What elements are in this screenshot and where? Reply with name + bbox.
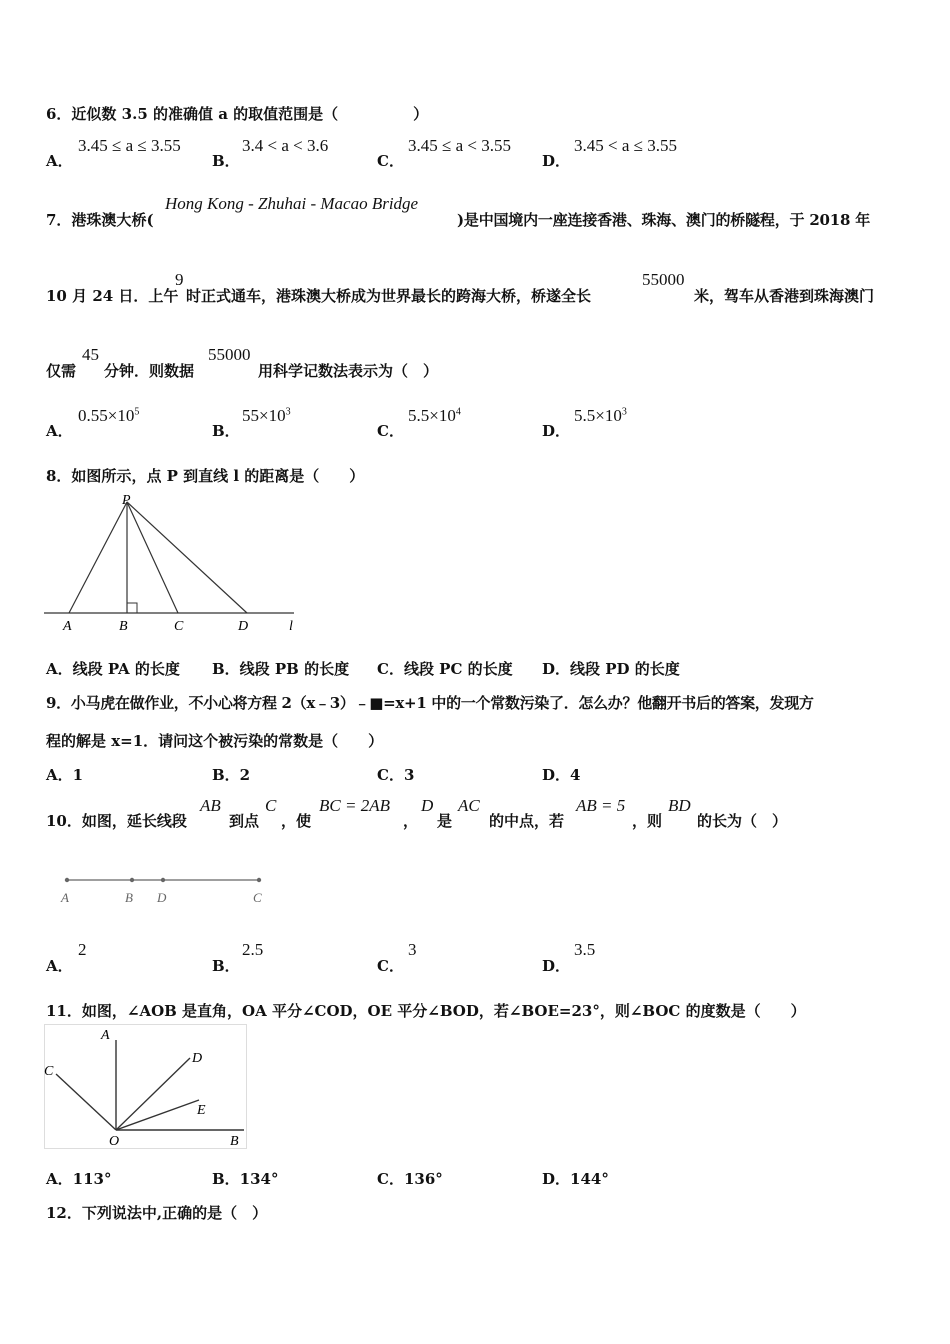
q10-option-a-label: A．: [46, 957, 73, 975]
q10-math-ab-5: AB = 5: [576, 796, 626, 815]
q6-option-b-math: 3.4 < a < 3.6: [242, 136, 329, 155]
q11-stem: 11．如图，∠AOB 是直角，OA 平分∠COD，OE 平分∠BOD，若∠BOE=23°，则∠BOC 的度数是（ ）: [46, 1002, 806, 1020]
q11-ray-od: [116, 1058, 190, 1130]
q9-option-c: C．3: [377, 766, 415, 784]
q11-figure: [44, 1024, 248, 1154]
q7-option-a-math: $0.55\times 10^5$: [78, 406, 140, 425]
q7-option-c-math: $5.5\times 10^4$: [408, 406, 461, 425]
q8-figure: [44, 490, 300, 639]
q7-line2-b: 时正式通车，港珠澳大桥成为世界最长的跨海大桥，桥遂全长: [186, 287, 592, 305]
q7-line3-a: 仅需: [46, 362, 77, 380]
q11-label-a: A: [101, 1028, 110, 1043]
q10-text-8: 的长为（ ）: [697, 812, 788, 830]
q6-option-b-label: B．: [212, 152, 240, 170]
q10-option-d-value: 3.5: [574, 940, 596, 959]
q11-label-e: E: [197, 1103, 206, 1118]
q10-math-ab: AB: [200, 796, 221, 815]
q8-label-c: C: [174, 619, 184, 634]
q7-number: 55000: [208, 345, 251, 364]
q10-label-a: A: [61, 890, 69, 905]
q7-option-c-label: C．: [377, 422, 404, 440]
q6-option-a-label: A．: [46, 152, 73, 170]
q10-option-d-label: D．: [542, 957, 571, 975]
q11-label-c: C: [44, 1064, 54, 1079]
q8-option-c: C．线段 PC 的长度: [377, 660, 513, 678]
q9-option-a: A．1: [46, 766, 84, 784]
q8-label-a: A: [63, 619, 72, 634]
q10-point-b: [130, 878, 134, 882]
q8-stem: 8．如图所示，点 P 到直线 l 的距离是（ ）: [46, 467, 365, 485]
q10-text-3: ，使: [281, 812, 312, 830]
q11-option-c: C．136°: [377, 1170, 443, 1188]
q7-option-b-label: B．: [212, 422, 240, 440]
q10-math-c: C: [265, 796, 277, 815]
q11-option-d: D．144°: [542, 1170, 609, 1188]
q10-option-a-value: 2: [78, 940, 87, 959]
q8-segment-pd: [127, 502, 247, 613]
q6-option-d-label: D．: [542, 152, 571, 170]
q8-label-b: B: [119, 619, 128, 634]
q12-stem: 12．下列说法中,正确的是（ ）: [46, 1204, 268, 1222]
q10-label-b: B: [125, 890, 133, 905]
q10-text-6: 的中点，若: [489, 812, 565, 830]
q10-option-c-label: C．: [377, 957, 404, 975]
q10-math-d: D: [421, 796, 434, 815]
q10-point-d: [161, 878, 165, 882]
q10-math-ac: AC: [458, 796, 480, 815]
q6-option-c-label: C．: [377, 152, 404, 170]
q7-option-d-label: D．: [542, 422, 571, 440]
q6-option-c-math: 3.45 ≤ a < 3.55: [408, 136, 511, 155]
q9-line1: 9．小马虎在做作业，不小心将方程 2（x﹣3）﹣■=x+1 中的一个常数污染了．怎么办？他翻开书后的答案，发现方: [46, 694, 814, 712]
q8-segment-pa: [69, 502, 127, 613]
q11-option-b: B．134°: [212, 1170, 279, 1188]
q8-segment-pc: [127, 502, 178, 613]
q10-point-a: [65, 878, 69, 882]
q10-label-c: C: [253, 890, 262, 905]
q10-math-bc-2ab: BC = 2AB: [319, 796, 390, 815]
q7-hour: 9: [175, 270, 184, 289]
q11-ray-oc: [56, 1074, 116, 1130]
q6-option-a-math: 3.45 ≤ a ≤ 3.55: [78, 136, 181, 155]
q10-text-4: ，: [403, 812, 419, 830]
q10-label-d: D: [157, 890, 167, 905]
q7-line2-a: 10 月 24 日．上午: [46, 287, 179, 305]
q8-label-l: l: [289, 619, 293, 634]
q10-option-b-value: 2.5: [242, 940, 264, 959]
q6-stem: 6．近似数 3.5 的准确值 a 的取值范围是（ ）: [46, 105, 429, 123]
q10-text-1: 10．如图，延长线段: [46, 812, 187, 830]
q10-text-2: 到点: [229, 812, 260, 830]
q8-right-angle-mark: [127, 603, 137, 613]
q9-option-b: B．2: [212, 766, 251, 784]
q7-line3-b: 分钟．则数据: [104, 362, 195, 380]
q7-length: 55000: [642, 270, 685, 289]
q10-point-c: [257, 878, 261, 882]
q6-option-d-math: 3.45 < a ≤ 3.55: [574, 136, 677, 155]
q7-line3-c: 用科学记数法表示为（ ）: [258, 362, 439, 380]
q11-label-b: B: [230, 1134, 239, 1149]
q7-option-b-math: $55\times 10^3$: [242, 406, 291, 425]
q8-option-b: B．线段 PB 的长度: [212, 660, 350, 678]
q7-bridge-name: Hong Kong - Zhuhai - Macao Bridge: [165, 194, 419, 213]
q7-option-d-math: $5.5\times 10^3$: [574, 406, 627, 425]
q8-label-p: P: [122, 493, 131, 508]
q11-label-o: O: [109, 1134, 120, 1149]
q10-text-7: ，则: [632, 812, 663, 830]
q11-label-d: D: [192, 1051, 203, 1066]
q11-option-a: A．113°: [46, 1170, 112, 1188]
q8-label-d: D: [238, 619, 249, 634]
q10-figure: [56, 870, 276, 916]
q8-option-d: D．线段 PD 的长度: [542, 660, 680, 678]
q7-line1-pre: 7．港珠澳大桥(: [46, 211, 154, 229]
q10-option-b-label: B．: [212, 957, 240, 975]
q8-option-a: A．线段 PA 的长度: [46, 660, 180, 678]
q7-line1-post: )是中国境内一座连接香港、珠海、澳门的桥隧程，于 2018 年: [457, 211, 871, 229]
q9-option-d: D．4: [542, 766, 581, 784]
q9-line2: 程的解是 x=1．请问这个被污染的常数是（ ）: [46, 732, 384, 750]
q10-text-5: 是: [437, 812, 453, 830]
q7-line2-c: 米，驾车从香港到珠海澳门: [694, 287, 875, 305]
q10-math-bd: BD: [668, 796, 691, 815]
q10-option-c-value: 3: [408, 940, 417, 959]
q11-ray-oe: [116, 1100, 199, 1130]
q7-option-a-label: A．: [46, 422, 73, 440]
q7-minutes: 45: [82, 345, 99, 364]
